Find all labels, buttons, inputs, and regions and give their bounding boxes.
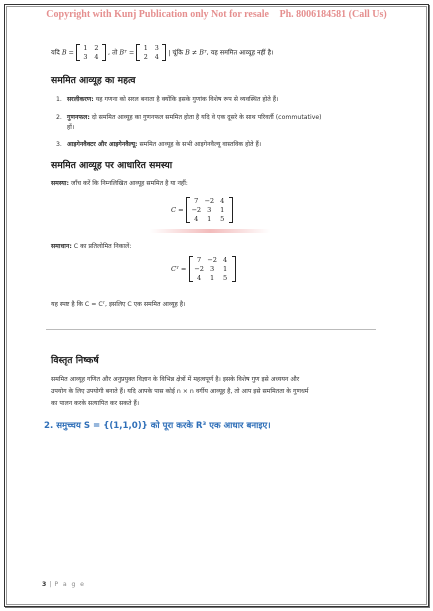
importance-item-2-cont: हों। — [67, 124, 75, 131]
matrix-cell: 2 — [143, 53, 148, 61]
matrix-cell: 7 — [194, 197, 199, 205]
footer-separator: | — [49, 581, 52, 588]
problem-statement — [51, 178, 188, 187]
conclusion-para-line-2: उपयोग के लिए उपयोगी बनाते हैं। यदि आपके पास कोई n × n वर्गीय आव्यूह है, तो आप इसे सममितता के गुणधर्म — [51, 388, 309, 395]
importance-item-1 — [56, 94, 278, 103]
matrix-bt-label: Bᵀ = — [119, 48, 135, 57]
matrix-cell: −2 — [191, 206, 202, 214]
item-text: यह गणना को सरल बनाता है क्योंकि इसके गुणांक विशेष रूप से व्यवस्थित होते हैं। — [93, 96, 279, 103]
conclusion-para-line-1: सममित आव्यूह गणित और अनुप्रयुक्त विज्ञान के विभिन्न क्षेत्रों में महत्वपूर्ण है। इसके विशेष गुण इसे अध्ययन और — [51, 376, 300, 383]
section-title-problem: सममित आव्यूह पर आधारित समस्या — [51, 160, 173, 171]
item-number: 3. — [56, 141, 62, 148]
solution-statement — [51, 241, 131, 250]
matrix-cell: 3 — [207, 206, 212, 214]
matrix-cell: 4 — [154, 53, 159, 61]
matrix-cell: 1 — [207, 215, 212, 223]
item-term: सरलीकरण: — [67, 96, 94, 103]
matrix-bt — [136, 44, 166, 61]
page-word: P a g e — [54, 581, 86, 588]
matrix-ct-label: Cᵀ = — [171, 265, 187, 273]
importance-item-3 — [56, 139, 261, 148]
matrix-cell: −2 — [207, 256, 217, 264]
matrix-cell: 4 — [94, 53, 99, 61]
matrix-c-label: C = — [171, 206, 184, 214]
matrix-cell: 4 — [222, 256, 228, 264]
problem-label: समस्या: — [51, 180, 69, 187]
matrix-b — [76, 44, 106, 61]
importance-item-2 — [56, 112, 322, 121]
matrix-cell: 4 — [220, 197, 225, 205]
problem-text: जाँच करें कि निम्नलिखित आव्यूह सममित है या नहीं: — [68, 180, 188, 187]
intro-suffix: , यह सममित आव्यूह नहीं है। — [206, 48, 274, 57]
matrix-cell: 3 — [209, 265, 215, 273]
matrix-cell: 4 — [194, 215, 199, 223]
intro-then: , तो — [108, 48, 118, 57]
matrix-cell: 3 — [83, 53, 88, 61]
matrix-cell: −2 — [194, 265, 204, 273]
matrix-cell: 1 — [222, 265, 228, 273]
intro-because: | चूंकि — [168, 48, 184, 57]
matrix-cell: −2 — [204, 197, 215, 205]
matrix-cell: 5 — [220, 215, 225, 223]
matrix-cell: 5 — [222, 274, 228, 282]
item-number: 2. — [56, 114, 62, 121]
conclusion-statement: यह स्पष्ट है कि C = Cᵀ, इसलिए C एक सममित आव्यूह है। — [51, 301, 186, 308]
conclusion-para-line-3: का पालन करके सत्यापित कर सकते हैं। — [51, 400, 140, 407]
matrix-cell: 1 — [209, 274, 215, 282]
section-title-conclusion: विस्तृत निष्कर्ष — [51, 355, 99, 366]
item-term: गुणनफल: — [67, 114, 90, 121]
matrix-cell: 7 — [196, 256, 202, 264]
page-footer — [42, 581, 85, 588]
matrix-ct-block — [171, 256, 236, 282]
matrix-c-block — [171, 197, 233, 223]
solution-text: C का प्रतिलोमित निकालें: — [71, 243, 132, 250]
intro-prefix: यदि — [51, 48, 60, 57]
matrix-ct — [189, 256, 236, 282]
matrix-b-label: B = — [61, 48, 74, 57]
horizontal-divider — [46, 329, 376, 330]
page-header — [0, 9, 433, 20]
matrix-cell: 1 — [143, 44, 148, 52]
decorative-watermark-stroke — [150, 229, 270, 233]
question-2: 2. समुच्चय S = {(1,1,0)} को पूरा करके R³ एक आधार बनाइए। — [44, 421, 271, 431]
intro-line — [51, 44, 273, 61]
item-number: 1. — [56, 96, 62, 103]
page-number: 3 — [42, 581, 47, 588]
item-text: सममित आव्यूह के सभी आइगेनवैल्यू वास्तविक होते हैं। — [137, 141, 262, 148]
b-neq-bt: B ≠ Bᵀ — [185, 48, 207, 57]
matrix-cell: 1 — [83, 44, 88, 52]
phone-number: Ph. 8006184581 (Call Us) — [279, 9, 387, 20]
item-text: दो सममित आव्यूह का गुणनफल सममित होता है यदि वे एक दूसरे के साथ परिवर्ती (commutative) — [89, 114, 322, 121]
matrix-cell: 3 — [154, 44, 159, 52]
matrix-cell: 2 — [94, 44, 99, 52]
copyright-notice: Copyright with Kunj Publication only Not for resale — [46, 9, 269, 20]
solution-label: समाधान: — [51, 243, 72, 250]
matrix-cell: 1 — [220, 206, 225, 214]
matrix-c — [186, 197, 233, 223]
item-term: आइगेनवैक्टर और आइगेनवैल्यू: — [67, 141, 138, 148]
section-title-importance: सममित आव्यूह का महत्व — [51, 75, 136, 86]
matrix-cell: 4 — [196, 274, 202, 282]
